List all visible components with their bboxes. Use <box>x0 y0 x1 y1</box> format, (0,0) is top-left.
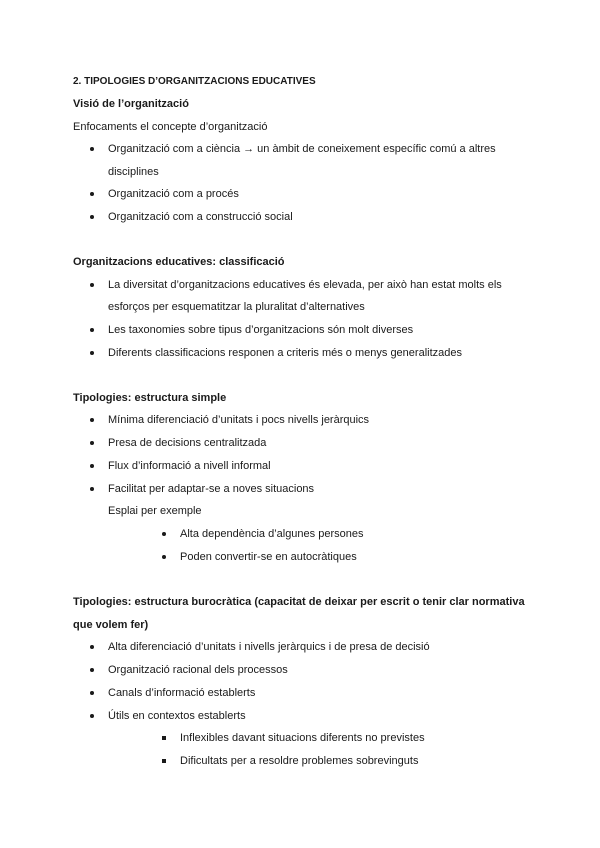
list-item-text: Dificultats per a resoldre problemes sobrevinguts <box>180 755 419 767</box>
list-item-text: Flux d’informació a nivell informal <box>108 460 271 472</box>
list-item-text: Presa de decisions centralitzada <box>108 437 267 449</box>
section-title-continuation: que volem fer) <box>73 619 149 631</box>
bullet-icon <box>162 532 166 536</box>
list-item-text: Útils en contextos establerts <box>108 710 246 722</box>
list-item-text: Poden convertir-se en autocràtiques <box>180 551 357 563</box>
list-item-text: Alta diferenciació d’unitats i nivells jeràrquics i de presa de decisió <box>108 641 430 653</box>
section-title-bureaucratic-structure: Tipologies: estructura burocràtica (capacitat de deixar per escrit o tenir clar normativa <box>73 596 525 608</box>
list-item-text: Facilitat per adaptar-se a noves situacions <box>108 483 315 495</box>
bullet-icon <box>90 192 94 196</box>
bullet-icon <box>90 418 94 422</box>
square-bullet-icon <box>162 736 166 740</box>
bullet-icon <box>90 691 94 695</box>
bullet-icon <box>90 441 94 445</box>
list-item-text: Organització com a construcció social <box>108 211 293 223</box>
bullet-icon <box>90 464 94 468</box>
list-item-text: Alta dependència d’algunes persones <box>180 528 364 540</box>
bullet-icon <box>90 328 94 332</box>
list-item-continuation: esforços per esquematitzar la pluralitat d’alternatives <box>108 301 365 313</box>
bullet-icon <box>90 215 94 219</box>
bullet-icon <box>90 283 94 287</box>
bullet-icon <box>90 645 94 649</box>
bullet-icon <box>90 714 94 718</box>
square-bullet-icon <box>162 759 166 763</box>
section-intro: Enfocaments el concepte d’organització <box>73 121 268 133</box>
list-item-text: Diferents classificacions responen a criteris més o menys generalitzades <box>108 347 462 359</box>
list-item-text: Organització com a procés <box>108 188 239 200</box>
bullet-icon <box>90 351 94 355</box>
bullet-icon <box>162 555 166 559</box>
list-item-text: Organització racional dels processos <box>108 664 288 676</box>
section-title-simple-structure: Tipologies: estructura simple <box>73 392 227 404</box>
list-item-continuation: disciplines <box>108 166 159 178</box>
list-item-text: Les taxonomies sobre tipus d’organitzacions són molt diverses <box>108 324 414 336</box>
bullet-icon <box>90 147 94 151</box>
list-item-text: La diversitat d’organitzacions educatives és elevada, per això han estat molts els <box>108 279 502 291</box>
section-title-classification: Organitzacions educatives: classificació <box>73 256 285 268</box>
bullet-icon <box>90 487 94 491</box>
document-heading: 2. TIPOLOGIES D’ORGANITZACIONS EDUCATIVES <box>73 76 316 87</box>
list-item-text: Inflexibles davant situacions diferents no previstes <box>180 732 425 744</box>
bullet-icon <box>90 668 94 672</box>
list-item-text: Canals d’informació establerts <box>108 687 256 699</box>
example-text: Esplai per exemple <box>108 505 202 517</box>
list-item-text: Mínima diferenciació d’unitats i pocs nivells jeràrquics <box>108 414 370 426</box>
section-title-vision: Visió de l’organització <box>73 98 189 110</box>
list-item-text: Organització com a ciència → un àmbit de coneixement específic comú a altres <box>108 143 496 155</box>
